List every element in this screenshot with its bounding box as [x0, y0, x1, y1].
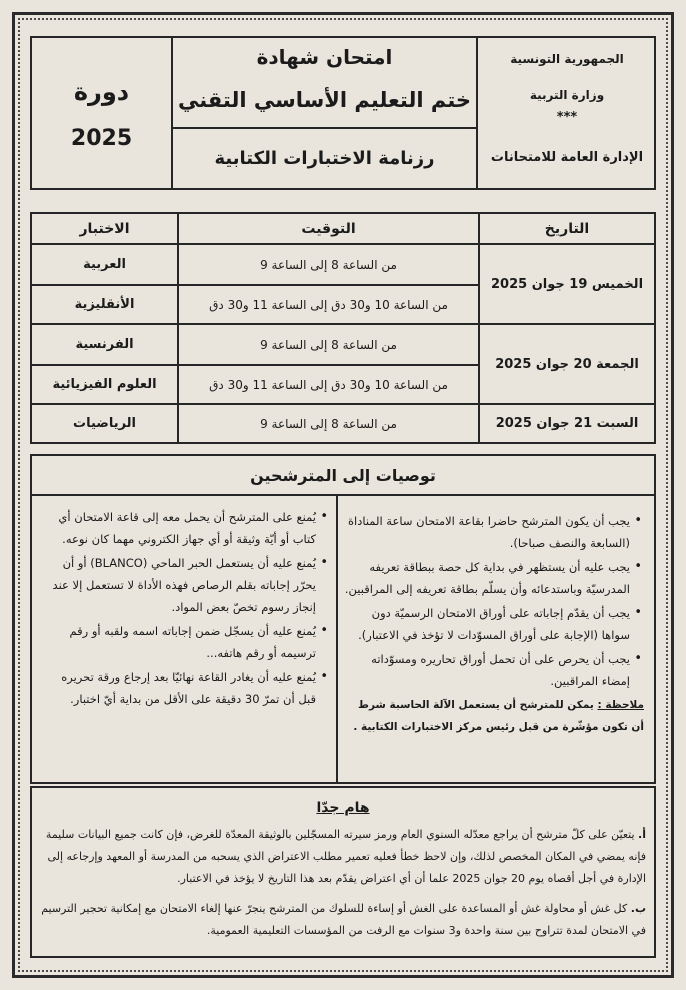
test-name: الرياضيات [73, 416, 137, 431]
recommendation-item: • يجب أن يقدّم إجاباته على أوراق الامتحان الرسميّة دون سواها (الإجابة على أوراق المسوّدات لا تؤخذ في الاعتبار). [344, 602, 630, 646]
exam-title-line1: امتحان شهادة [256, 45, 393, 69]
important-title: هام جدّا [316, 800, 370, 816]
important-item-b [40, 898, 646, 942]
recommendation-note [344, 694, 644, 738]
time-slot: من الساعة 8 إلى الساعة 9 [260, 257, 397, 272]
schedule-title: رزنامة الاختبارات الكتابية [214, 147, 435, 169]
item-a-label: أ. [638, 828, 646, 841]
day-date: الخميس 19 جوان 2025 [490, 276, 644, 292]
header-test: الاختبار [79, 220, 130, 237]
item-b-label: ب. [630, 902, 646, 915]
recommendation-item: • يجب أن يكون المترشح حاضرا بقاعة الامتحان ساعة المناداة (السابعة والنصف صباحا). [344, 510, 630, 554]
recommendations-left-list [40, 506, 330, 712]
time-slot: من الساعة 8 إلى الساعة 9 [260, 416, 397, 431]
test-name: العلوم الفيزيائية [52, 377, 157, 392]
exam-title-line2: ختم التعليم الأساسي التقني [177, 88, 472, 112]
time-slot: من الساعة 10 و30 دق إلى الساعة 11 و30 دق [209, 377, 448, 392]
header-time: التوقيت [301, 220, 356, 237]
directorate-label: الإدارة العامة للامتحانات [490, 149, 644, 165]
prohibition-item: • يُمنع عليه أن يستعمل الحبر الماحي (BLANCO) أو أن يحرّر إجاباته بقلم الرصاص فهذه الأداة لا تستعمل إلا عند إنجاز رسوم تخصّ بعض المواد. [40, 552, 316, 618]
session-year: 2025 [70, 125, 133, 151]
important-item-a [40, 824, 646, 890]
time-slot: من الساعة 10 و30 دق إلى الساعة 11 و30 دق [209, 297, 448, 312]
test-name: الفرنسية [75, 337, 134, 352]
header-date: التاريخ [544, 220, 590, 237]
test-name: العربية [83, 257, 126, 272]
day-date: السبت 21 جوان 2025 [495, 416, 639, 431]
prohibition-item: • يُمنع عليه أن يسجّل ضمن إجاباته اسمه ولقبه أو رقم ترسيمه أو رقم هاتفه... [40, 620, 316, 664]
item-a-text: يتعيّن على كلّ مترشح أن يراجع معدّله السنوي العام ورمز سيرته المسجّلين بالوثيقة المعدّة للغرض، فإن كانت جميع البيانات سليمة فإنه يمضي في المكان المخصص لذلك، وإن لاحظ خطأ فعليه تعمير مطلب الاعتراض الذي يسحبه من المدرسة أو المعهد وإرجاعه إلى الإدارة في أجل أقصاه يوم 20 جوان 2025 علما أن أي اعتراض يقدّم بعد هذا التاريخ لا يؤخذ في الاعتبار. [45, 828, 646, 885]
time-slot: من الساعة 8 إلى الساعة 9 [260, 337, 397, 352]
recommendation-item: • يجب أن يحرص على أن تحمل أوراق تحاريره ومسوّداته إمضاء المراقبين. [344, 648, 630, 692]
stars-decoration: *** [556, 109, 578, 125]
day-date: الجمعة 20 جوان 2025 [495, 356, 639, 372]
prohibition-item: • يُمنع على المترشح أن يحمل معه إلى قاعة الامتحان أي كتاب أو أيّة وثيقة أو أي جهاز الكتروني مهما كان نوعه. [40, 506, 316, 550]
recommendations-title: توصيات إلى المترشحين [250, 465, 436, 485]
note-text: يمكن للمترشح أن يستعمل الآلة الحاسبة شرط أن تكون مؤشّرة من قبل رئيس مركز الاختبارات الكتابية . [353, 699, 644, 733]
note-label: ملاحظة : [597, 699, 644, 711]
ministry-label: وزارة التربية [529, 88, 605, 102]
test-name: الأنقليزية [74, 297, 135, 312]
recommendations-right-list [344, 510, 644, 738]
session-label: دورة [73, 78, 130, 106]
recommendation-item: • يجب عليه أن يستظهر في بداية كل حصة ببطاقة تعريفه المدرسيّة وباستدعائه وأن يسلّم بطاقة تعريفه إلى المراقبين. [344, 556, 630, 600]
item-b-text: كل غش أو محاولة غش أو المساعدة على الغش أو إساءة للسلوك من المترشح ينجرّ عنها إلغاء الامتحان مع إمكانية تحجير الترسيم في الامتحان لمدة تتراوح بين سنة واحدة و3 سنوات مع الرفت من المؤسسات التعليمية العمومية. [41, 902, 646, 937]
prohibition-item: • يُمنع عليه أن يغادر القاعة نهائيّا بعد إرجاع ورقة تحريره قبل أن تمرّ 30 دقيقة على الأقل من بداية أيّ اختبار. [40, 666, 316, 710]
republic-label: الجمهورية التونسية [510, 52, 624, 66]
